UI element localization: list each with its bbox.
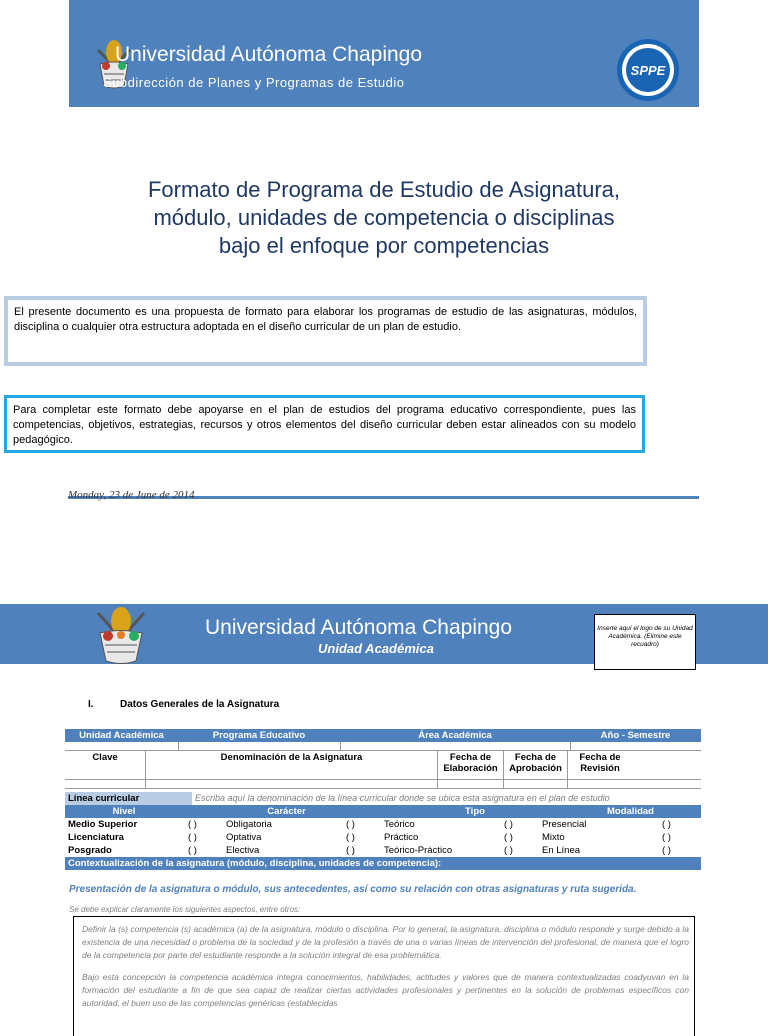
programa-educativo-input[interactable] [178, 742, 340, 750]
title-line: bajo el enfoque por competencias [218, 233, 550, 258]
header-fecha-elaboracion: Fecha de Elaboración [437, 751, 503, 779]
nivel-checkbox[interactable]: ( ) [188, 832, 197, 843]
context-content-box[interactable] [73, 916, 695, 1036]
logo-placeholder-box[interactable] [594, 614, 696, 670]
linea-curricular-input[interactable]: Escriba aquí la denominación de la línea curricular donde se ubica esta asignatura en el plan de estudio [195, 793, 610, 803]
ano-semestre-input[interactable] [570, 742, 701, 750]
fecha-revision-input[interactable] [567, 780, 632, 788]
header-unidad-academica: Unidad Académica [65, 729, 178, 742]
instruction-box [4, 395, 645, 453]
modalidad-option: En Línea [542, 845, 581, 856]
section-title: Datos Generales de la Asignatura [120, 699, 280, 710]
presentation-prompt: Presentación de la asignatura o módulo, sus antecedentes, así como su relación con otras asignaturas y ruta sugerida. [69, 884, 637, 895]
caracter-checkbox[interactable]: ( ) [346, 819, 355, 830]
nivel-option: Licenciatura [68, 832, 124, 843]
header-ano-semestre: Año - Semestre [570, 729, 701, 742]
caracter-checkbox[interactable]: ( ) [346, 845, 355, 856]
form-header-row-2 [65, 751, 701, 780]
nivel-option: Medio Superior [68, 819, 138, 830]
academic-unit-name: Unidad Académica [318, 641, 434, 656]
tipo-option: Teórico [384, 819, 415, 830]
tipo-checkbox[interactable]: ( ) [504, 832, 513, 843]
clave-input[interactable] [65, 780, 145, 788]
header-nivel: Nivel [65, 805, 183, 818]
caracter-option: Optativa [226, 832, 262, 843]
general-data-form [65, 729, 701, 1036]
header-caracter: Carácter [183, 805, 390, 818]
content-paragraph: Definir la (s) competencia (s) académica (a) de la asignatura, módulo o disciplina. Por lo general, la asignatura, disciplina o módulo responde y surge debido a la existencia de una necesidad o problema de la sociedad y de la profesión a través de una o varias líneas de intervención del profesional, de manera que el logro de la competencia por parte del estudiante responde a la solución integral de esa problemática. [82, 924, 689, 960]
nivel-checkbox[interactable]: ( ) [188, 845, 197, 856]
tipo-checkbox[interactable]: ( ) [504, 819, 513, 830]
university-name: Universidad Autónoma Chapingo [205, 616, 513, 639]
modalidad-checkbox[interactable]: ( ) [662, 845, 671, 856]
tipo-checkbox[interactable]: ( ) [504, 845, 513, 856]
context-header: Contextualización de la asignatura (módulo, disciplina, unidades de competencia): [65, 857, 701, 870]
linea-curricular-label: Línea curricular [65, 792, 192, 805]
fecha-aprobacion-input[interactable] [503, 780, 567, 788]
modalidad-checkbox[interactable]: ( ) [662, 832, 671, 843]
sppe-seal-icon [616, 38, 680, 102]
nivel-checkbox[interactable]: ( ) [188, 819, 197, 830]
tipo-option: Teórico-Práctico [384, 845, 453, 856]
nivel-option: Posgrado [68, 845, 112, 856]
caracter-option: Obligatoria [226, 819, 272, 830]
header-modalidad: Modalidad [560, 805, 701, 818]
classification-header-row [65, 805, 701, 818]
document-date: Monday, 23 de June de 2014 [68, 489, 195, 501]
linea-curricular-row [65, 792, 701, 805]
explain-prompt: Se debe explicar claramente los siguientes aspectos, entre otros: [69, 905, 301, 914]
modalidad-option: Presencial [542, 819, 587, 830]
title-line: módulo, unidades de competencia o disciplinas [153, 205, 615, 230]
header-area-academica: Área Académica [340, 729, 570, 742]
modalidad-checkbox[interactable]: ( ) [662, 819, 671, 830]
form-header-row [65, 729, 701, 742]
header-fecha-revision: Fecha de Revisión [567, 751, 632, 779]
caracter-option: Electiva [226, 845, 260, 856]
tipo-option: Práctico [384, 832, 419, 843]
unidad-academica-input[interactable] [65, 742, 178, 750]
logo-placeholder-text: Inserte aquí el logo de su Unidad Académica. (Elimine este recuadro) [597, 625, 693, 648]
option-row [65, 844, 701, 857]
header-programa-educativo: Programa Educativo [178, 729, 340, 742]
area-academica-input[interactable] [340, 742, 570, 750]
header-clave: Clave [92, 752, 118, 763]
university-name: Universidad Autónoma Chapingo [115, 43, 423, 66]
option-row [65, 831, 701, 844]
intro-box [4, 296, 647, 366]
seal-text: SPPE [630, 63, 666, 78]
option-row [65, 818, 701, 831]
header-tipo: Tipo [390, 805, 560, 818]
university-crest-icon [86, 605, 156, 667]
form-input-row-2 [65, 780, 701, 789]
document-title [60, 176, 708, 260]
denominacion-input[interactable] [145, 780, 437, 788]
section-heading [88, 699, 279, 710]
intro-text: El presente documento es una propuesta de formato para elaborar los programas de estudio de las asignaturas, módulos, disciplina o cualquier otra estructura adoptada en el diseño curricular de un plan de estudio. [14, 306, 637, 333]
instruction-text: Para completar este formato debe apoyarse en el plan de estudios del programa educativo correspondiente, pues las competencias, objetivos, estrategias, recursos y otros elementos del diseño curricular deben estar alineados con su modelo pedagógico. [13, 404, 636, 446]
fecha-elaboracion-input[interactable] [437, 780, 503, 788]
modalidad-option: Mixto [542, 832, 565, 843]
form-input-row [65, 742, 701, 751]
header-fecha-aprobacion: Fecha de Aprobación [503, 751, 567, 779]
title-line: Formato de Programa de Estudio de Asignatura, [147, 177, 621, 202]
subdirection-name: Subdirección de Planes y Programas de Estudio [103, 75, 405, 90]
caracter-checkbox[interactable]: ( ) [346, 832, 355, 843]
section-number: I. [88, 699, 94, 710]
header-denominacion: Denominación de la Asignatura [145, 751, 437, 779]
content-paragraph: Bajo esta concepción la competencia académica integra conocimientos, habilidades, actitudes y valores que de manera contextualizadas coadyuvan en la formación del estudiante a fin de que sea capaz de realizar ciertas actividades profesionales y pertinentes en la solución de problemas específicos con autoridad, el buen uso de las competencias genéricas (establecidas [82, 972, 689, 1008]
